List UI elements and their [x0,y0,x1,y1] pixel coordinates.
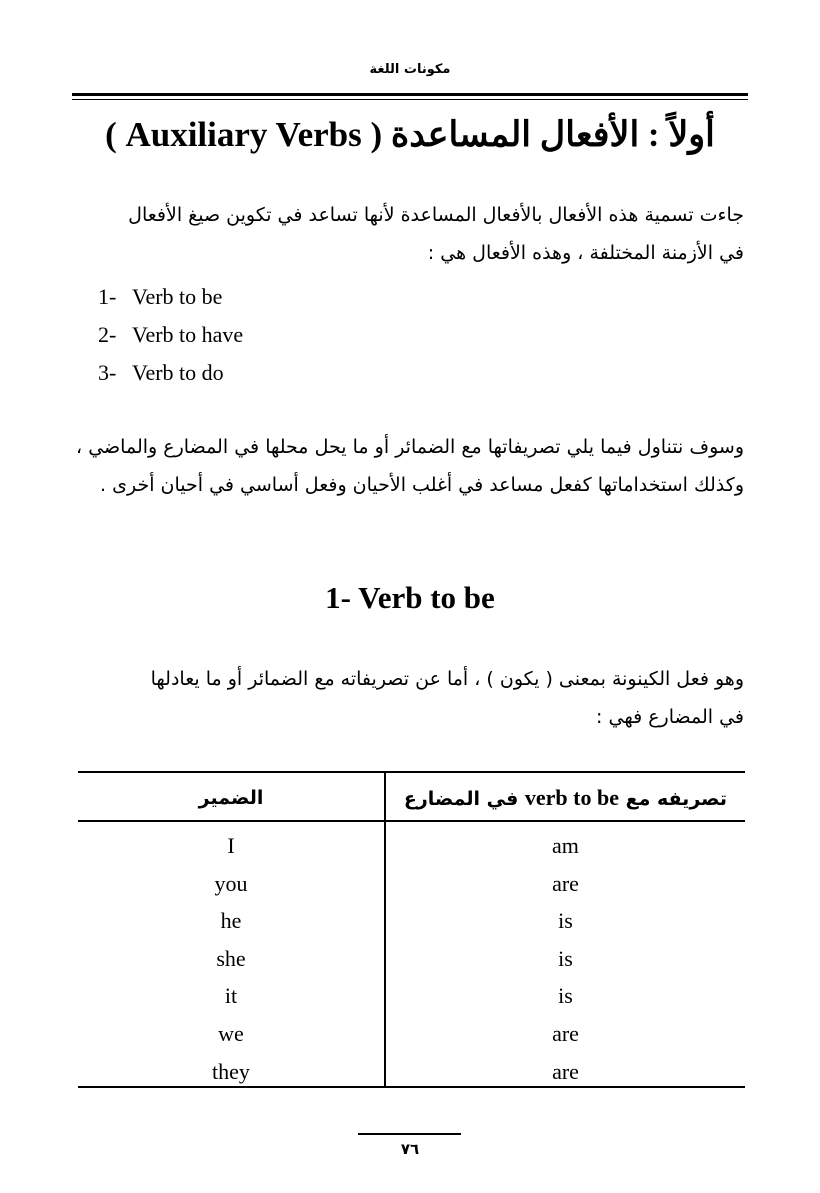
table-cell-pronoun: she [216,945,246,971]
table-cell-pronoun: they [212,1058,250,1084]
section-heading: 1- Verb to be [325,580,495,615]
table-cell-form: is [558,945,573,971]
list-item [98,354,243,392]
definition-line-1: وهو فعل الكينونة بمعنى ( يكون ) ، أما عن تصريفاته مع الضمائر أو ما يعادلها [150,668,744,690]
list-item-label: Verb to have [132,322,244,347]
page-title: أولاً : الأفعال المساعدة ( Auxiliary Verbs ) [105,115,715,154]
list-item-number: 1- [98,284,117,309]
table-cell-form: is [558,908,573,934]
definition-line-2: في المضارع فهي : [596,706,744,728]
intro-line-1: جاءت تسمية هذه الأفعال بالأفعال المساعدة لأنها تساعد في تكوين صيغ الأفعال [128,204,744,226]
header-verb: verb to be [524,785,619,810]
list-item-number: 3- [98,360,117,385]
table-header-conjugation [386,785,745,811]
conjugation-table [78,771,745,1088]
table-cell-form: am [552,833,579,858]
page-number: ٧٦ [400,1140,420,1158]
table-cell-pronoun: it [224,983,238,1009]
table-top-rule [78,771,745,773]
list-item [98,316,243,354]
definition-paragraph [76,660,744,736]
intro-paragraph [76,196,744,272]
table-header-pronoun: الضمير [198,787,264,809]
table-cell-pronoun: we [218,1020,244,1046]
header-rule-thick [72,93,748,96]
list-item-label: Verb to do [132,360,224,385]
table-header-rule [78,820,745,822]
header-prefix: تصريفه مع [625,788,727,810]
list-item-label: Verb to be [132,284,223,309]
footer-rule [358,1133,461,1135]
table-cell-form: are [552,1020,579,1046]
table-cell-pronoun: you [214,870,248,896]
table-cell-pronoun: he [220,908,242,934]
table-cell-pronoun: I [227,833,235,858]
pronoun-column [78,827,384,1090]
list-item-number: 2- [98,322,117,347]
list-item [98,278,243,316]
table-cell-form: is [558,983,573,1009]
verb-list [98,278,243,392]
intro-line-2: في الأزمنة المختلفة ، وهذه الأفعال هي : [427,242,744,264]
header-suffix: في المضارع [403,788,519,810]
usage-paragraph: وسوف نتناول فيما يلي تصريفاتها مع الضمائر أو ما يحل محلها في المضارع والماضي ، وكذلك استخداماتها كفعل مساعد في أغلب الأحيان وفعل أساسي في أحيان أخرى . [76,436,744,496]
table-cell-form: are [552,1058,579,1084]
running-header: مكونات اللغة [369,62,451,77]
table-cell-form: are [552,870,579,896]
form-column [386,827,745,1090]
header-rule-thin [72,99,748,100]
